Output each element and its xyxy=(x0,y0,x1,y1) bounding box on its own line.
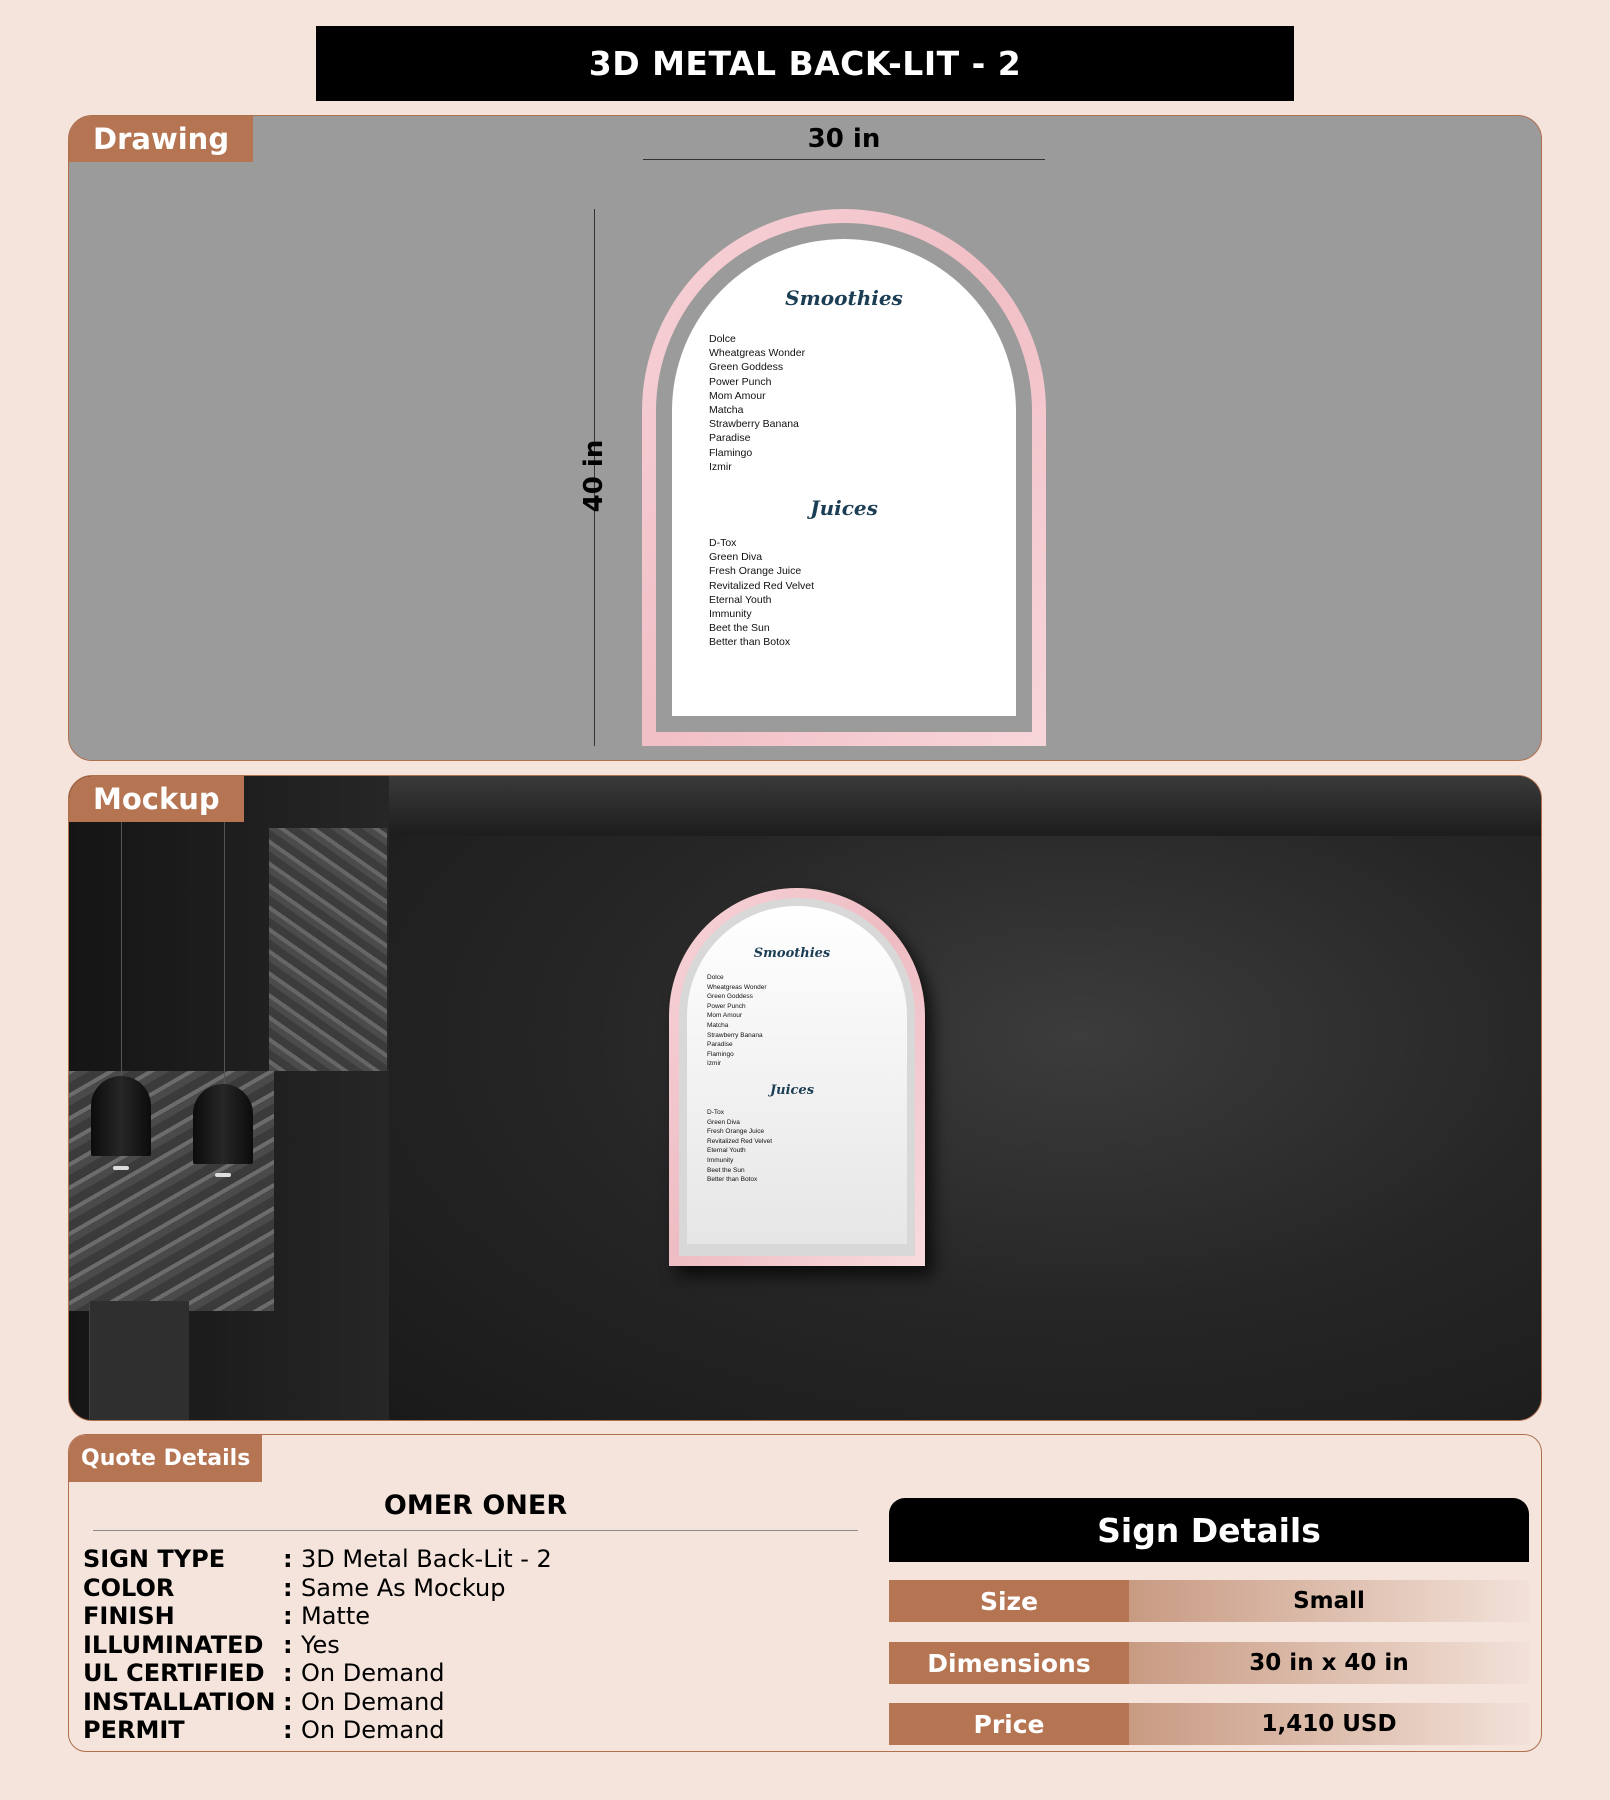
list-item: Power Punch xyxy=(707,1002,746,1010)
dimensions-label: Dimensions xyxy=(889,1642,1129,1684)
juices-list xyxy=(709,536,989,650)
size-label: Size xyxy=(889,1580,1129,1622)
mockup-menu xyxy=(707,946,887,1185)
spec-value: On Demand xyxy=(301,1716,445,1745)
width-dimension-line xyxy=(643,159,1045,160)
list-item: Mom Amour xyxy=(707,1012,743,1020)
pedestal xyxy=(89,1301,189,1421)
pendant-lamp-icon xyxy=(91,1076,151,1156)
list-item: Beet the Sun xyxy=(707,1166,745,1174)
list-item: Wheatgreas Wonder xyxy=(707,983,767,991)
list-item: Paradise xyxy=(707,1041,733,1049)
list-item: Immunity xyxy=(709,608,752,621)
spec-label: SIGN TYPE xyxy=(83,1545,226,1574)
list-item: Power Punch xyxy=(709,375,772,388)
list-item: Better than Botox xyxy=(709,636,791,649)
sign-details-title: Sign Details xyxy=(889,1498,1529,1562)
list-item: Revitalized Red Velvet xyxy=(709,579,815,592)
list-item: Strawberry Banana xyxy=(709,418,799,431)
list-item: Matcha xyxy=(707,1021,729,1029)
juices-heading: Juices xyxy=(769,1082,815,1098)
list-item: Dolce xyxy=(707,974,724,981)
list-item: Beet the Sun xyxy=(709,622,770,635)
drawing-menu xyxy=(709,286,989,650)
spec-row xyxy=(83,1574,552,1603)
spec-label: ILLUMINATED xyxy=(83,1630,264,1659)
list-item: Izmir xyxy=(709,460,732,473)
list-item: Mom Amour xyxy=(709,389,766,402)
spec-row xyxy=(83,1545,552,1574)
list-item: Fresh Orange Juice xyxy=(707,1128,765,1136)
list-item: Flamingo xyxy=(709,446,753,459)
drawing-tab: Drawing xyxy=(69,116,253,162)
list-item: Flamingo xyxy=(707,1050,734,1058)
drawing-panel xyxy=(68,115,1542,761)
client-name: OMER ONER xyxy=(383,1490,568,1521)
list-item: D-Tox xyxy=(707,1108,724,1116)
spec-value: On Demand xyxy=(301,1659,445,1688)
list-item: Dolce xyxy=(709,333,736,345)
list-item: D-Tox xyxy=(709,537,737,550)
lamp-light xyxy=(113,1166,129,1170)
list-item: Strawberry Banana xyxy=(707,1031,763,1039)
juices-list xyxy=(707,1108,887,1185)
spec-colon: : xyxy=(283,1687,293,1716)
spec-colon: : xyxy=(283,1659,293,1688)
list-item: Revitalized Red Velvet xyxy=(707,1137,773,1145)
sign-detail-row-size xyxy=(889,1580,1529,1622)
spec-label: INSTALLATION xyxy=(83,1687,276,1716)
list-item: Eternal Youth xyxy=(707,1147,746,1155)
list-item: Wheatgreas Wonder xyxy=(709,347,806,360)
lamp-light xyxy=(215,1173,231,1177)
list-item: Immunity xyxy=(707,1156,734,1164)
smoothies-list xyxy=(709,332,989,474)
quote-tab: Quote Details xyxy=(69,1435,262,1482)
spec-value: Yes xyxy=(301,1630,340,1659)
price-label: Price xyxy=(889,1703,1129,1745)
spec-row xyxy=(83,1659,552,1688)
lamp-cord xyxy=(224,821,225,1086)
list-item: Izmir xyxy=(707,1060,722,1068)
back-wall xyxy=(387,831,1541,1420)
spec-value: Same As Mockup xyxy=(301,1573,506,1602)
spec-row xyxy=(83,1688,552,1717)
spec-row xyxy=(83,1631,552,1660)
smoothies-heading: Smoothies xyxy=(753,946,831,961)
spec-row xyxy=(83,1716,552,1745)
spec-value: 3D Metal Back-Lit - 2 xyxy=(301,1545,552,1574)
spec-label: FINISH xyxy=(83,1602,175,1631)
spec-colon: : xyxy=(283,1545,293,1574)
spec-value: On Demand xyxy=(301,1687,445,1716)
spec-label: COLOR xyxy=(83,1573,175,1602)
spec-list xyxy=(83,1545,552,1745)
spec-colon: : xyxy=(283,1573,293,1602)
lamp-cord xyxy=(121,821,122,1076)
spec-colon: : xyxy=(283,1602,293,1631)
list-item: Green Goddess xyxy=(709,361,784,374)
mockup-panel xyxy=(68,775,1542,1421)
smoothies-heading: Smoothies xyxy=(785,286,903,310)
pendant-lamp-icon xyxy=(193,1084,253,1164)
spec-value: Matte xyxy=(301,1602,370,1631)
mockup-tab: Mockup xyxy=(69,776,244,822)
list-item: Fresh Orange Juice xyxy=(709,565,802,578)
marble-panel xyxy=(269,828,387,1071)
width-dimension-label: 30 in xyxy=(807,124,881,154)
spec-label: PERMIT xyxy=(83,1716,185,1745)
spec-row xyxy=(83,1602,552,1631)
height-dimension-label: 40 in xyxy=(579,439,609,513)
sign-detail-row-dimensions xyxy=(889,1642,1529,1684)
price-value: 1,410 USD xyxy=(1129,1703,1529,1745)
size-value: Small xyxy=(1129,1580,1529,1622)
spec-label: UL CERTIFIED xyxy=(83,1659,265,1688)
sign-detail-row-price xyxy=(889,1703,1529,1745)
list-item: Green Diva xyxy=(707,1118,740,1126)
divider xyxy=(93,1530,858,1531)
list-item: Green Diva xyxy=(709,551,763,564)
list-item: Eternal Youth xyxy=(709,593,772,606)
list-item: Paradise xyxy=(709,432,751,445)
list-item: Better than Botox xyxy=(707,1176,758,1184)
list-item: Green Goddess xyxy=(707,993,753,1001)
page-title: 3D METAL BACK-LIT - 2 xyxy=(316,26,1294,101)
spec-colon: : xyxy=(283,1630,293,1659)
smoothies-list xyxy=(707,973,887,1069)
quote-panel xyxy=(68,1434,1542,1752)
dimensions-value: 30 in x 40 in xyxy=(1129,1642,1529,1684)
spec-colon: : xyxy=(283,1716,293,1745)
list-item: Matcha xyxy=(709,404,744,417)
juices-heading: Juices xyxy=(810,496,878,521)
